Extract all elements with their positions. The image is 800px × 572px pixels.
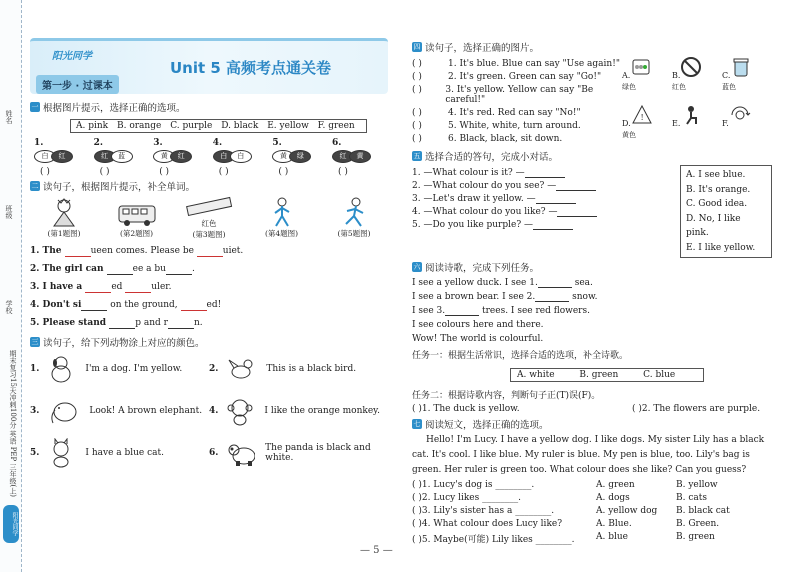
mc-question: ( )5. Maybe(可能) Lily likes ________. — [412, 535, 575, 545]
blank[interactable] — [445, 306, 479, 316]
pic-b — [672, 56, 722, 100]
sentence-text: 5. Please stand — [30, 318, 110, 328]
item-number: 3. — [153, 138, 163, 148]
item-number: 1. — [30, 364, 40, 374]
color-egg: 绿 — [289, 150, 311, 163]
part7-badge: 七 — [413, 420, 421, 428]
part5-heading — [412, 149, 772, 163]
sentence-text: ed! — [206, 300, 222, 310]
sentence-text: 5. White, white, turn around. — [448, 121, 581, 131]
item-number: 4. — [212, 138, 223, 148]
animal-item — [209, 351, 388, 387]
sentence-text: n. — [193, 318, 203, 328]
monkey-icon[interactable] — [226, 396, 254, 426]
option: B. orange — [117, 121, 162, 131]
item-number: 6. — [209, 448, 219, 458]
mc-option[interactable]: A. Blue. — [596, 519, 632, 529]
mc-option[interactable]: A. yellow dog — [596, 506, 658, 516]
part4-item — [412, 134, 622, 144]
color-egg: 白 — [213, 150, 235, 163]
answer-paren[interactable]: ( ) — [412, 72, 422, 82]
answer-paren[interactable]: ( ) — [412, 134, 422, 144]
poem-line — [412, 278, 772, 288]
poem-line — [412, 292, 772, 302]
cat-icon[interactable] — [47, 438, 75, 468]
part1-options — [70, 119, 367, 133]
sentence-text: . — [191, 264, 195, 274]
sentence-text: ueen comes. Please be — [90, 246, 197, 256]
part2-sentence — [30, 299, 388, 311]
poem-line: I see colours here and there. — [412, 320, 544, 330]
part5-badge: 五 — [413, 152, 421, 160]
sentence-text: ed — [111, 282, 126, 292]
color-egg: 黄 — [349, 150, 371, 163]
sentence-text: I have a blue cat. — [85, 448, 164, 458]
bus-icon — [115, 196, 159, 228]
poem-text: sea. — [571, 278, 593, 288]
mc-option[interactable]: A. blue — [596, 532, 628, 542]
item-number: 6. — [331, 138, 342, 148]
part4-instruction: 读句子，选择正确的图片。 — [425, 43, 540, 54]
runner-icon — [334, 196, 374, 228]
sentence-text: 4. It's red. Red can say "No!" — [448, 108, 581, 118]
pic-a — [622, 56, 672, 100]
part4-heading — [412, 40, 772, 54]
blank[interactable] — [85, 283, 111, 293]
poem-text: I see a brown bear. I see 2. — [412, 292, 536, 302]
no-sign-icon — [680, 56, 702, 78]
blank[interactable] — [535, 292, 569, 302]
elephant-icon[interactable] — [47, 396, 79, 426]
pic-label: F. — [722, 118, 729, 128]
pic-caption: 蓝色 — [722, 83, 736, 91]
part1-heading — [30, 100, 388, 114]
caption: (第2题图) — [119, 229, 154, 238]
name-label: 姓名 — [5, 110, 13, 124]
item-number: 2. — [209, 364, 219, 374]
part4-badge: 四 — [413, 43, 421, 51]
mc-question: ( )3. Lily's sister has a ________. — [412, 506, 555, 516]
part3-items — [30, 351, 388, 471]
dialog-text: 2. —What colour do you see? — — [412, 181, 557, 191]
option: B. green — [579, 370, 619, 380]
mc-option[interactable]: A. green — [596, 480, 635, 490]
part2-sentence — [30, 245, 388, 257]
poem — [412, 278, 772, 361]
answer-option: E. I like yellow. — [686, 242, 756, 253]
sentence-text: p and r — [135, 318, 168, 328]
picture-bus — [107, 196, 167, 240]
option: C. purple — [170, 121, 213, 131]
part5-body — [412, 165, 772, 258]
mc-option[interactable]: B. green — [676, 532, 715, 542]
sentence-text: uler. — [151, 282, 172, 292]
part3-badge: 三 — [31, 338, 39, 346]
part7-questions — [412, 480, 772, 545]
dog-icon[interactable] — [47, 354, 75, 384]
pic-label: D. — [622, 118, 631, 128]
mc-question: ( )4. What colour does Lucy like? — [412, 519, 563, 529]
pic-label: E. — [672, 118, 681, 128]
answer-option: A. I see blue. — [686, 170, 746, 180]
color-egg: 红 — [94, 150, 116, 163]
poem-text: I see a yellow duck. I see 1. — [412, 278, 538, 288]
caption: (第5题图) — [337, 229, 371, 238]
part2-pictures — [30, 196, 388, 240]
color-egg: 红 — [170, 150, 192, 163]
part7-heading — [412, 417, 772, 431]
part4-item — [412, 108, 622, 118]
warning-sign-icon — [631, 104, 653, 126]
sentence-text: 2. It's green. Green can say "Go!" — [448, 72, 602, 82]
panda-icon[interactable] — [226, 438, 255, 468]
part6-badge: 六 — [413, 263, 421, 271]
pic-d — [622, 104, 672, 148]
queen-icon — [44, 196, 84, 228]
option: D. black — [221, 121, 259, 131]
pic-label: B. — [672, 71, 681, 80]
item-number: 5. — [272, 138, 282, 148]
pic-caption: 绿色 — [622, 83, 636, 91]
pic-f — [722, 104, 772, 148]
page-number: — 5 — — [360, 545, 393, 556]
animal-item — [209, 435, 388, 471]
sentence-text: The panda is black and white. — [265, 443, 371, 463]
part3-heading — [30, 335, 388, 349]
dialog-item — [412, 207, 680, 217]
answer-paren[interactable]: ( ) — [337, 167, 348, 177]
dialog-text: 3. —Let's draw it yellow. — — [412, 194, 536, 204]
dialog-item — [412, 220, 680, 230]
poem-text: trees. I see red flowers. — [479, 306, 590, 316]
answer-paren[interactable]: ( ) — [278, 167, 289, 177]
turn-around-icon — [729, 104, 751, 126]
mc-question: ( )2. Lucy likes ________. — [412, 493, 521, 503]
picture-boy — [252, 196, 312, 240]
part1-item — [94, 138, 146, 177]
step-label: 第一步 · 过课本 — [36, 75, 119, 94]
answer-paren[interactable]: ( ) — [412, 108, 422, 118]
part5-questions — [412, 165, 680, 258]
sentence-text: I like the orange monkey. — [264, 406, 380, 416]
answer-option: B. It's orange. — [686, 184, 751, 195]
ruler-icon — [184, 196, 234, 218]
mc-option[interactable]: B. black cat — [676, 506, 730, 516]
animal-item — [30, 435, 209, 471]
blank[interactable] — [556, 181, 596, 191]
part2-sentence — [30, 317, 388, 329]
brand-logo: 阳光同学 — [52, 51, 92, 62]
recycle-bin-icon — [730, 56, 752, 78]
color-egg: 黄 — [272, 150, 294, 163]
task1-instruction: 任务一：根据生活常识，选择合适的选项，补全诗歌。 — [412, 351, 629, 361]
sentence-text: I'm a dog. I'm yellow. — [85, 364, 183, 374]
pic-label: A. — [622, 71, 631, 80]
dialog-item — [412, 194, 680, 204]
part1-badge: 一 — [31, 103, 39, 111]
sentence-text: Look! A brown elephant. — [89, 406, 203, 416]
option: A. white — [517, 370, 555, 380]
item-number: 3. — [30, 406, 40, 416]
mc-option[interactable]: B. cats — [676, 493, 707, 503]
item-number: 1. — [34, 138, 44, 148]
part2-heading — [30, 179, 388, 193]
pic-caption: 黄色 — [622, 130, 636, 139]
part3-instruction: 读句子，给下列动物涂上对应的颜色。 — [43, 338, 205, 349]
task2-instruction: 任务二：根据诗歌内容，判断句子正(T)误(F)。 — [412, 391, 601, 401]
answer-paren[interactable]: ( ) — [412, 85, 422, 95]
blank[interactable] — [557, 207, 597, 217]
part1-item — [272, 138, 324, 177]
answer-option: C. Good idea. — [686, 199, 748, 209]
part2-badge: 二 — [31, 182, 39, 190]
unit-title: Unit 5 高频考点通关卷 — [170, 59, 332, 77]
spine-logo: 阳光同学 — [3, 505, 19, 543]
option: A. pink — [76, 121, 109, 131]
blank[interactable] — [538, 278, 572, 288]
blank[interactable] — [525, 168, 565, 178]
sitting-person-icon — [680, 104, 702, 126]
part1-item — [332, 138, 384, 177]
blank[interactable] — [533, 220, 573, 230]
dialog-item — [412, 181, 680, 191]
color-egg: 红 — [51, 150, 73, 163]
part2-instruction: 读句子，根据图片提示，补全单词。 — [43, 182, 196, 193]
color-egg: 白 — [230, 150, 252, 163]
dialog-text: 4. —What colour do you like? — — [412, 207, 558, 217]
answer-paren[interactable]: ( ) — [218, 167, 229, 177]
blank[interactable] — [168, 319, 194, 329]
blank[interactable] — [125, 283, 151, 293]
bird-icon[interactable] — [226, 354, 256, 384]
sentence-text: uiet. — [222, 246, 244, 256]
part1-instruction: 根据图片提示，选择正确的选项。 — [43, 103, 186, 114]
item-number: 2. — [93, 138, 103, 148]
sentence-text: 2. The girl can — [30, 264, 107, 274]
part6-heading — [412, 260, 772, 274]
color-egg: 红 — [332, 150, 354, 163]
blank[interactable] — [109, 319, 135, 329]
answer-option: D. No, I like pink. — [686, 213, 741, 238]
sentence-text: 3. It's yellow. Yellow can say "Be careful!" — [445, 85, 594, 105]
blank[interactable] — [166, 265, 192, 275]
item-number: 5. — [30, 448, 40, 458]
picture-ruler — [179, 196, 239, 240]
part4-pictures — [622, 56, 772, 147]
animal-item — [209, 393, 388, 429]
answer-paren[interactable]: ( ) — [99, 167, 110, 177]
caption: 红色 — [201, 219, 217, 228]
part2-sentence — [30, 281, 388, 293]
part4-item — [412, 121, 622, 131]
answer-paren[interactable]: ( ) — [40, 167, 50, 177]
sentence-text: This is a black bird. — [266, 364, 357, 374]
sentence-text: 6. Black, black, sit down. — [448, 134, 563, 144]
part5-answer-box — [680, 165, 772, 258]
part4-questions — [412, 56, 622, 147]
color-egg: 黄 — [153, 150, 175, 163]
book-title: 期末复习15天冲刺100分 英语 PEP 三年级(上) — [9, 350, 17, 497]
mc-option[interactable]: B. yellow — [676, 480, 718, 490]
answer-paren[interactable]: ( ) — [412, 59, 422, 69]
picture-runner — [324, 196, 384, 240]
color-egg: 蓝 — [111, 150, 133, 163]
part1-item — [153, 138, 205, 177]
part4-item — [412, 59, 622, 69]
binding-spine — [0, 0, 22, 572]
animal-item — [30, 351, 209, 387]
mc-option[interactable]: A. dogs — [596, 493, 630, 503]
part1-item — [213, 138, 265, 177]
poem-line: Wow! The world is colourful. — [412, 334, 544, 344]
animal-item — [30, 393, 209, 429]
part1-item — [34, 138, 86, 177]
option: F. green — [317, 121, 355, 131]
pic-e — [672, 104, 722, 148]
pic-c — [722, 56, 772, 100]
option: E. yellow — [267, 121, 309, 131]
dialog-text: 1. —What colour is it? — — [412, 168, 525, 178]
reading-passage: Hello! I'm Lucy. I have a yellow dog. I like dogs. My sister Lily has a black cat. It's cool. I like blue. My ruler is blue. My pen is blue, too. Lily's bag is green. Her ruler is green too. What colour does she like? Can you guess? — [412, 435, 765, 475]
traffic-light-icon — [630, 56, 652, 78]
picture-queen — [34, 196, 94, 240]
item-number: 4. — [209, 406, 219, 416]
blank[interactable] — [197, 247, 223, 257]
sentence-text: ee a bu — [132, 264, 166, 274]
blank[interactable] — [536, 194, 576, 204]
part1-items — [30, 138, 388, 177]
part6-options — [510, 368, 704, 382]
option: C. blue — [643, 370, 676, 380]
blank[interactable] — [81, 301, 107, 311]
poem-text: I see 3. — [412, 306, 446, 316]
caption: (第3题图) — [192, 230, 226, 239]
right-page — [412, 38, 772, 545]
part2-sentence — [30, 263, 388, 275]
part6-judgements — [412, 404, 772, 414]
blank[interactable] — [181, 301, 207, 311]
header-banner — [30, 38, 388, 94]
left-page — [30, 38, 388, 471]
sentence-text: 3. I have a — [30, 282, 86, 292]
judgement-item[interactable]: ( )1. The duck is yellow. — [412, 404, 520, 414]
dialog-text: 5. —Do you like purple? — — [412, 220, 534, 230]
pic-caption: 红色 — [672, 83, 686, 91]
part4-body — [412, 56, 772, 147]
caption: (第4题图) — [264, 229, 299, 238]
part4-item — [412, 72, 622, 82]
blank[interactable] — [107, 265, 133, 275]
poem-line — [412, 306, 772, 316]
mc-option[interactable]: B. Green. — [676, 519, 720, 529]
sentence-text: 1. It's blue. Blue can say "Use again!" — [448, 59, 620, 69]
school-label: 学校 — [5, 300, 13, 314]
part4-item — [412, 85, 622, 105]
sentence-text: 1. The — [30, 246, 65, 256]
part6-instruction: 阅读诗歌，完成下列任务。 — [425, 263, 540, 274]
pic-label: C. — [722, 71, 731, 80]
caption: (第1题图) — [47, 229, 81, 238]
part7-instruction: 阅读短文，选择正确的选项。 — [425, 420, 549, 431]
blank[interactable] — [65, 247, 91, 257]
boy-icon — [262, 196, 302, 228]
poem-text: snow. — [569, 292, 598, 302]
class-label: 班级 — [5, 205, 13, 219]
sentence-text: on the ground, — [107, 300, 181, 310]
svg-text:!: ! — [640, 112, 644, 122]
color-egg: 白 — [34, 150, 56, 163]
answer-paren[interactable]: ( ) — [159, 167, 170, 177]
judgement-item[interactable]: ( )2. The flowers are purple. — [632, 404, 761, 414]
dialog-item — [412, 168, 680, 178]
sentence-text: 4. Don't si — [30, 300, 82, 310]
part5-instruction: 选择合适的答句，完成小对话。 — [425, 152, 559, 163]
mc-question: ( )1. Lucy's dog is ________. — [412, 480, 535, 490]
answer-paren[interactable]: ( ) — [412, 121, 422, 131]
